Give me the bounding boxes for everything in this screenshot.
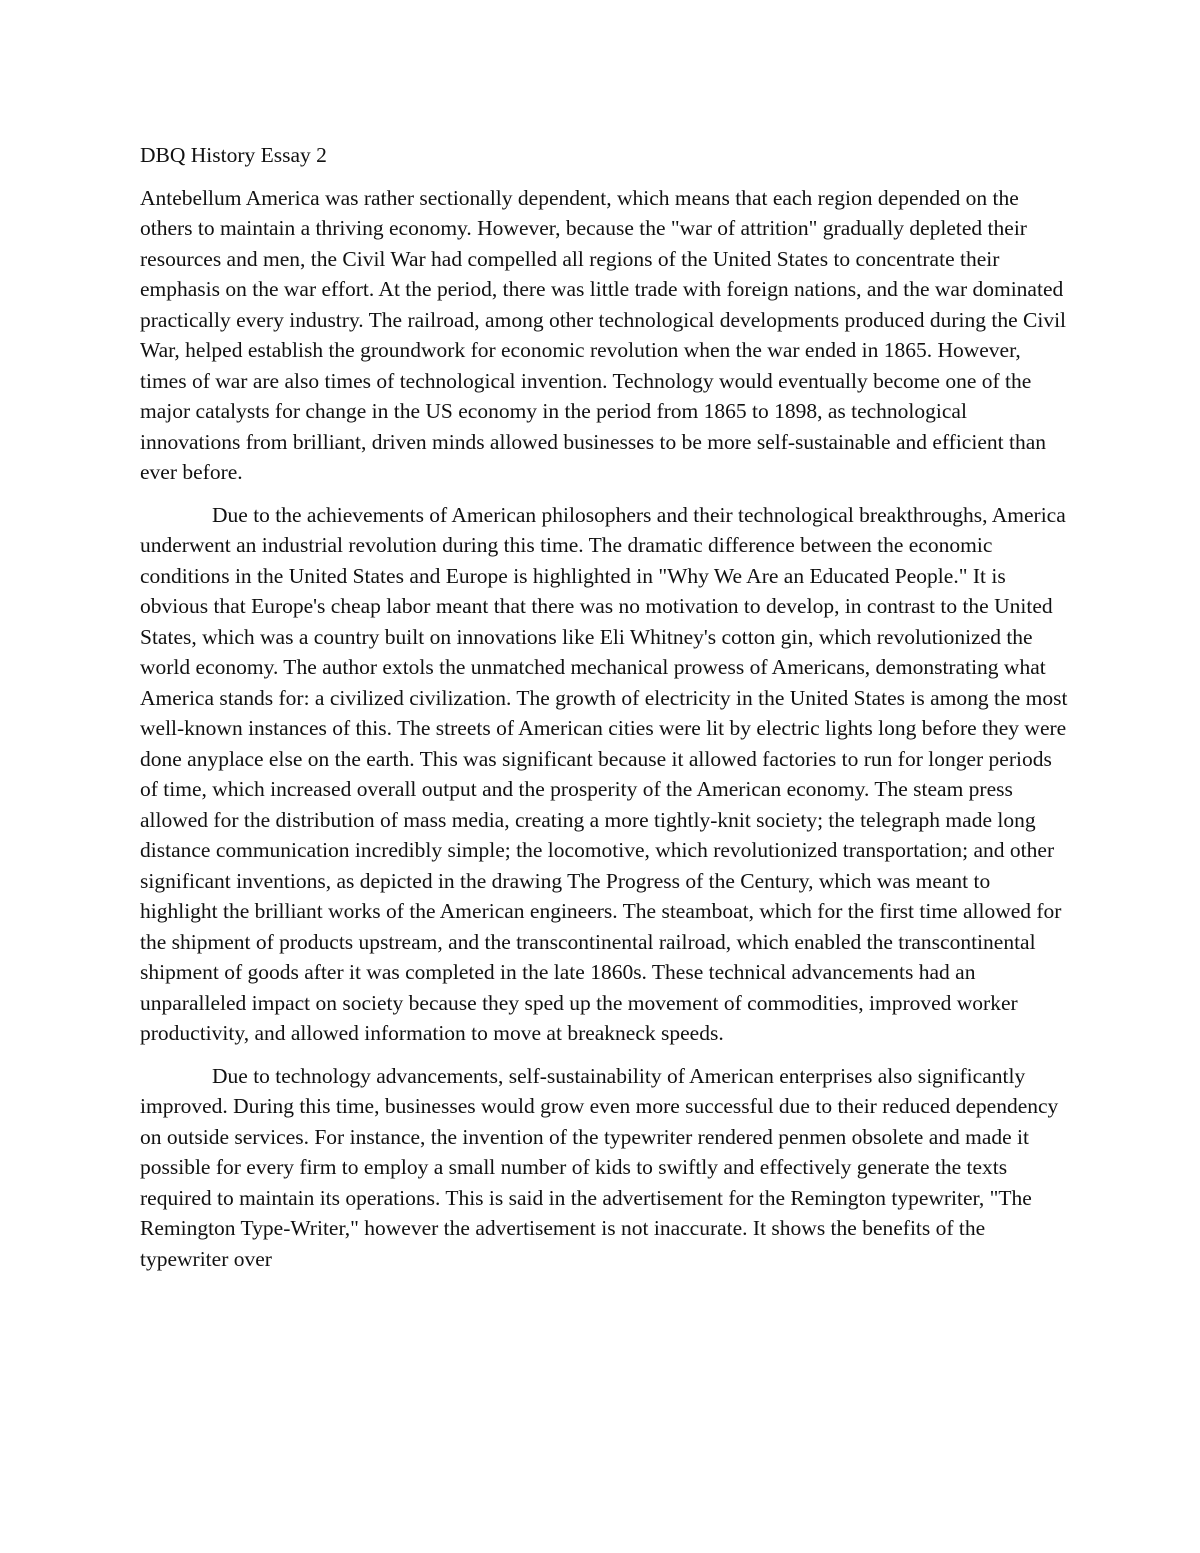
paragraph-self-sustainability: Due to technology advancements, self-sustainability of American enterprises also significantly improved. During this time, businesses would grow even more successful due to their reduced dependency on outside services. For instance, the invention of the typewriter rendered penmen obsolete and made it possible for every firm to employ a small number of kids to swiftly and effectively generate the texts required to maintain its operations. This is said in the advertisement for the Remington typewriter, "The Remington Type-Writer," however the advertisement is not inaccurate. It shows the benefits of the typewriter over bbox=[140, 1063, 1059, 1271]
document-body bbox=[140, 140, 1070, 1286]
paragraph-intro: Antebellum America was rather sectionally dependent, which means that each region depended on the others to maintain a thriving economy. However, because the "war of attrition" gradually depleted their resources and men, the Civil War had compelled all regions of the United States to concentrate their emphasis on the war effort. At the period, there was little trade with foreign nations, and the war dominated practically every industry. The railroad, among other technological developments produced during the Civil War, helped establish the groundwork for economic revolution when the war ended in 1865. However, times of war are also times of technological invention. Technology would eventually become one of the major catalysts for change in the US economy in the period from 1865 to 1898, as technological innovations from brilliant, driven minds allowed businesses to be more self-sustainable and efficient than ever before. bbox=[140, 185, 1067, 484]
essay-title: DBQ History Essay 2 bbox=[140, 143, 327, 167]
paragraph-industrial-revolution: Due to the achievements of American philosophers and their technological breakthroughs, America underwent an industrial revolution during this time. The dramatic difference between the economic conditions in the United States and Europe is highlighted in "Why We Are an Educated People." It is obvious that Europe's cheap labor meant that there was no motivation to develop, in contrast to the United States, which was a country built on innovations like Eli Whitney's cotton gin, which revolutionized the world economy. The author extols the unmatched mechanical prowess of Americans, demonstrating what America stands for: a civilized civilization. The growth of electricity in the United States is among the most well-known instances of this. The streets of American cities were lit by electric lights long before they were done anyplace else on the earth. This was significant because it allowed factories to run for longer periods of time, which increased overall output and the prosperity of the American economy. The steam press allowed for the distribution of mass media, creating a more tightly-knit society; the telegraph made long distance communication incredibly simple; the locomotive, which revolutionized transportation; and other significant inventions, as depicted in the drawing The Progress of the Century, which was meant to highlight the brilliant works of the American engineers. The steamboat, which for the first time allowed for the shipment of products upstream, and the transcontinental railroad, which enabled the transcontinental shipment of goods after it was completed in the late 1860s. These technical advancements had an unparalleled impact on society because they sped up the movement of commodities, improved worker productivity, and allowed information to move at breakneck speeds. bbox=[140, 502, 1068, 1045]
